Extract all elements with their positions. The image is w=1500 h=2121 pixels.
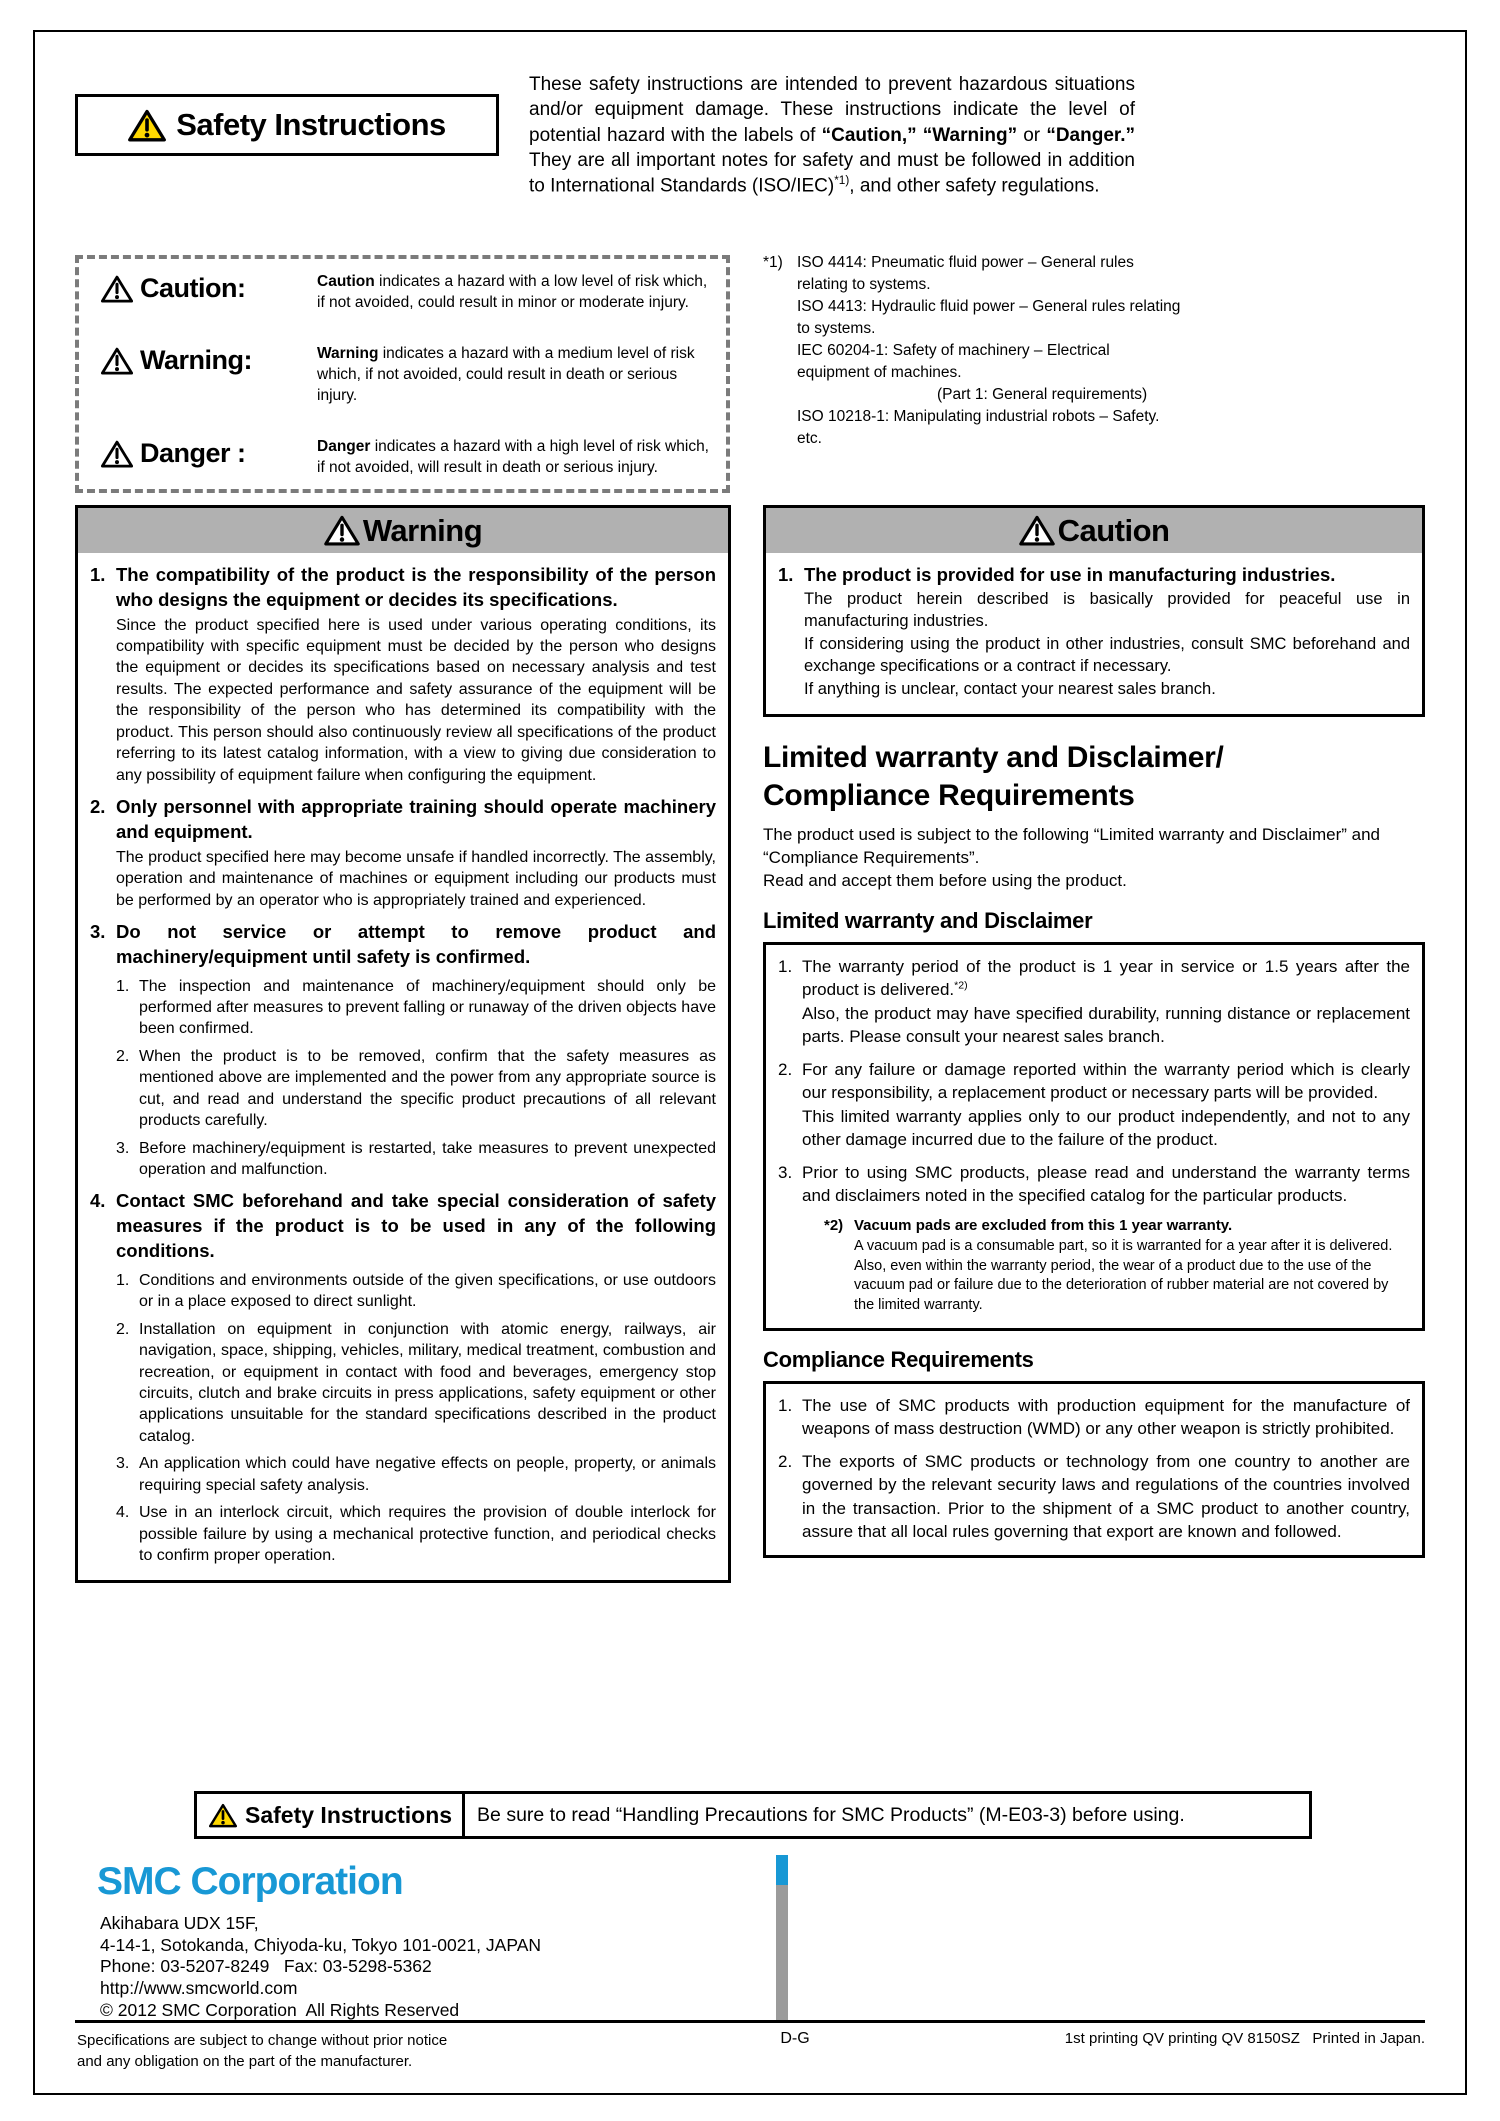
hazard-label [87,436,317,469]
compliance-item-1 [778,1394,1410,1441]
standards-line: IEC 60204-1: Safety of machinery – Electrical equipment of machines. [797,342,1110,381]
subitem-number: 1. [116,1271,130,1289]
footer-rule [75,2020,1425,2023]
item-heading-text: The compatibility of the product is the responsibility of the person who designs the equipment or decides its specifications. [116,564,716,610]
warning-subitem [116,1270,716,1313]
item-text: The exports of SMC products or technology from one country to another are governed by the relevant security laws and regulations of the countries involved in the transaction. Prior to the shipment of a SMC product to another country, assure that all local rules governing that export are known and followed. [802,1451,1410,1541]
item-number: 1. [778,956,793,976]
item-number: 2. [90,796,106,818]
standards-line: ISO 10218-1: Manipulating industrial robots – Safety. [797,408,1160,425]
footnote-marker: *1) [763,254,783,271]
intro-segment-warning: “Warning” [922,124,1018,146]
subitem-text: When the product is to be removed, confirm that the safety measures as mentioned above are implemented and the power from any appropriate source is cut, and read and understand the specific product precautions of all relevant products carefully. [139,1047,716,1130]
warning-panel-title: Warning [362,512,483,548]
footer-print-info: 1st printing QV printing QV 8150SZ Printed in Japan. [1064,2030,1425,2047]
item-text [802,955,1410,1049]
standards-line [763,252,1183,296]
subitem-number: 3. [116,1455,130,1473]
item-body: The product specified here may become unsafe if handled incorrectly. The assembly, operation and maintenance of machines or equipment including our products must be performed by an operator who is appropriately trained and experienced. [116,848,716,909]
caution-panel-body [766,553,1422,714]
item-number: 1. [778,564,794,585]
warning-triangle-icon [101,275,133,303]
hazard-definition-text: indicates a hazard with a medium level of risk which, if not avoided, could result in death or serious injury. [317,345,695,404]
intro-segment-caution: “Caution,” [821,124,917,146]
copyright-line: © 2012 SMC Corporation All Rights Reserved [100,1999,460,2020]
note-line: A vacuum pad is a consumable part, so it is warranted for a year after it is delivered. [854,1237,1393,1254]
hazard-row-warning [87,343,712,406]
compliance-subtitle: Compliance Requirements [763,1346,1034,1372]
hazard-definition [317,271,712,314]
subitem-number: 3. [116,1139,130,1157]
address-line: Akihabara UDX 15F, [100,1913,259,1933]
disclaimer-item-1 [778,955,1410,1049]
footer-divider-bar-accent [776,1855,788,1885]
standards-line: ISO 4413: Hydraulic fluid power – General rules relating to systems. [797,298,1181,337]
footnote-marker: *1) [834,174,850,188]
warranty-intro-line: The product used is subject to the following “Limited warranty and Disclaimer” and “Compliance Requirements”. [763,824,1381,867]
address-line: 4-14-1, Sotokanda, Chiyoda-ku, Tokyo 101-0021, JAPAN [100,1934,542,1955]
standards-line: etc. [797,430,822,447]
standards-line: (Part 1: General requirements) [937,386,1148,403]
item-heading-text: The product is provided for use in manufacturing industries. [804,564,1336,585]
warning-triangle-icon [101,347,133,375]
warning-column [75,505,731,1583]
warranty-intro [763,823,1425,892]
warning-panel-header [78,508,728,553]
warning-subitem [116,1046,716,1132]
subitem-number: 1. [116,977,130,995]
footnote-marker: *2) [824,1217,844,1235]
hazard-label [87,343,317,376]
hazard-term: Danger [317,438,371,456]
item-number: 2. [778,1059,793,1079]
footer-note-line: Specifications are subject to change without prior notice [77,2032,448,2049]
right-column [763,505,1425,1558]
address-line-url: http://www.smcworld.com [100,1978,298,1999]
subitem-text: An application which could have negative effects on people, property, or animals requiring special safety analysis. [139,1455,716,1494]
item-body: If anything is unclear, contact your nearest sales branch. [804,679,1216,698]
hazard-term: Warning [317,345,379,363]
item-body: If considering using the product in other industries, consult SMC beforehand and exchange specifications or a contract if necessary. [804,634,1410,676]
subitem-number: 2. [116,1320,130,1338]
hazard-word: Danger : [140,438,246,469]
hazard-row-danger [87,436,712,479]
item-heading [90,1189,716,1263]
hazard-definition [317,343,712,406]
item-body: Since the product specified here is used under various operating conditions, its compatibility with specific equipment must be decided by the person who designs the equipment or decides its specifications based on necessary analysis and test results. The expected performance and safety assurance of the equipment will be the responsibility of the person who has determined its compatibility with the product. This person should also continuously review all specifications of the product referring to its latest catalog information, with a view to giving due consideration to any possibility of equipment failure when configuring the equipment. [116,616,716,784]
intro-segment: or [1017,124,1047,146]
compliance-item-2 [778,1450,1410,1544]
warning-item-4 [90,1189,716,1566]
item-heading-text: Contact SMC beforehand and take special consideration of safety measures if the product is to be used in any of the following conditions. [116,1190,716,1261]
item-number: 3. [778,1162,793,1182]
warning-item-1 [90,563,716,786]
item-number: 1. [778,1395,793,1415]
safety-instructions-title: Safety Instructions [176,107,446,142]
warning-triangle-icon [128,109,166,142]
hazard-word: Warning: [140,345,252,376]
warning-subitem [116,1453,716,1496]
footer-note-line: and any obligation on the part of the manufacturer. [77,2053,413,2070]
intro-segment: These safety instructions are intended to prevent hazardous situations and/or equipment damage. These instructions indicate the level of potential hazard with the labels of [529,74,1135,146]
item-number: 2. [778,1451,793,1471]
hazard-row-caution [87,271,712,314]
hazard-word: Caution: [140,273,246,303]
footnote-marker: *2) [954,979,968,992]
subitem-number: 2. [116,1047,130,1065]
intro-segment-danger: “Danger.” [1046,124,1136,146]
intro-segment: , and other safety regulations. [849,175,1100,197]
footer-divider-bar [776,1855,788,2020]
item-body: The product herein described is basically provided for peaceful use in manufacturing industries. [804,589,1410,631]
hazard-term: Caution [317,273,375,290]
safety-instructions-box [75,94,499,156]
footer-page-code: D-G [780,2030,810,2047]
item-number: 4. [90,1190,106,1212]
disclaimer-lead: Prior to using SMC products, please read and understand the warranty terms and disclaimers noted in the specified catalog for the particular products. [802,1162,1410,1205]
warning-triangle-icon [324,515,360,546]
subitem-text: Conditions and environments outside of the given specifications, or use outdoors or in a place exposed to direct sunlight. [139,1271,716,1311]
disclaimer-item-2 [778,1058,1410,1152]
disclaimer-panel [763,942,1425,1331]
warning-subitem [116,1138,716,1181]
bottom-safety-bar [194,1791,1312,1839]
address-line: Phone: 03-5207-8249 Fax: 03-5298-5362 [100,1956,432,1977]
footer-note-left [77,2030,447,2072]
warning-triangle-icon [101,440,133,468]
disclaimer-lead: For any failure or damage reported within the warranty period which is clearly our responsibility, a replacement product or necessary parts will be provided. [802,1059,1410,1103]
vacuum-pad-note [824,1216,1410,1315]
warning-subitem [116,1319,716,1448]
warning-triangle-icon [1019,515,1055,546]
bottom-safety-title: Safety Instructions [245,1801,453,1828]
subitem-text: Before machinery/equipment is restarted, take measures to prevent unexpected operation and malfunction. [139,1139,716,1178]
caution-panel-header [766,508,1422,553]
item-heading [778,563,1410,588]
warranty-title-line1: Limited warranty and Disclaimer/ [763,740,1224,774]
warning-subitem [116,1502,716,1566]
item-number: 1. [90,564,106,585]
caution-panel-title: Caution [1057,512,1170,548]
caution-item-1 [778,563,1410,700]
warning-triangle-icon [209,1803,237,1828]
hazard-definitions-box [75,255,730,493]
warning-panel [75,505,731,1583]
item-heading [90,563,716,613]
bottom-safety-label [197,1794,465,1836]
disclaimer-subtitle: Limited warranty and Disclaimer [763,907,1093,933]
item-heading-text: Only personnel with appropriate training should operate machinery and equipment. [116,796,716,842]
warranty-title-line2: Compliance Requirements [763,778,1135,812]
company-logo-text: SMC Corporation [97,1860,403,1903]
warning-item-3 [90,920,716,1181]
standards-note [763,252,1183,450]
disclaimer-extra: Also, the product may have specified durability, running distance or replacement parts. Please consult your nearest sales branch. [802,1003,1410,1047]
intro-paragraph [529,72,1135,199]
compliance-panel [763,1381,1425,1559]
subitem-number: 4. [116,1504,130,1522]
standards-text: ISO 4414: Pneumatic fluid power – General rules relating to systems. [797,254,1134,293]
subitem-text: Installation on equipment in conjunction with atomic energy, railways, air navigation, space, shipping, vehicles, military, medical treatment, combustion and recreation, or equipment in contact with food and beverages, emergency stop circuits, clutch and brake circuits in press applications, safety equipment or other applications unsuitable for the standard specifications described in the product catalog. [139,1320,716,1445]
warning-panel-body [78,553,728,1580]
item-text [802,1161,1410,1208]
hazard-definition [317,436,712,479]
note-heading [824,1216,1410,1236]
hazard-definition-text: indicates a hazard with a high level of risk which, if not avoided, will result in death or serious injury. [317,438,709,477]
note-line: Also, even within the warranty period, the wear of a product due to the use of the vacuum pad or failure due to the deterioration of rubber material are not covered by the limited warranty. [854,1257,1389,1313]
warranty-intro-line: Read and accept them before using the product. [763,870,1127,890]
disclaimer-item-3 [778,1161,1410,1208]
hazard-label [87,271,317,304]
item-text: The use of SMC products with production equipment for the manufacture of weapons of mass destruction (WMD) or any other weapon is strictly prohibited. [802,1395,1410,1439]
warning-item-2 [90,795,716,911]
disclaimer-extra: This limited warranty applies only to our product independently, and not to any other damage incurred due to the failure of the product. [802,1106,1410,1150]
hazard-definition-text: indicates a hazard with a low level of risk which, if not avoided, could result in minor or moderate injury. [317,273,708,311]
item-number: 3. [90,920,106,942]
warranty-section-title [763,739,1425,815]
warning-subitem [116,976,716,1040]
disclaimer-lead [802,955,1410,1002]
subitem-text: Use in an interlock circuit, which requires the provision of double interlock for possible failure by using a mechanical protective function, and periodical checks to confirm proper operation. [139,1504,716,1565]
subitem-text: The inspection and maintenance of machinery/equipment should only be performed after measures to prevent falling or runaway of the driven objects have been confirmed. [139,977,716,1038]
item-heading [90,795,716,845]
item-heading-text: Do not service or attempt to remove product and machinery/equipment until safety is confirmed. [116,920,716,967]
item-text [802,1058,1410,1152]
note-heading-text: Vacuum pads are excluded from this 1 year warranty. [854,1217,1233,1235]
bottom-safety-text: Be sure to read “Handling Precautions for SMC Products” (M-E03-3) before using. [477,1803,1185,1826]
company-address [100,1913,541,2021]
disclaimer-lead-text: The warranty period of the product is 1 year in service or 1.5 years after the product is delivered. [802,956,1410,1000]
intro-segment: They are all important notes for safety and must be followed in addition to International Standards (ISO/IEC) [529,149,1135,197]
item-heading [90,920,716,970]
caution-panel [763,505,1425,717]
